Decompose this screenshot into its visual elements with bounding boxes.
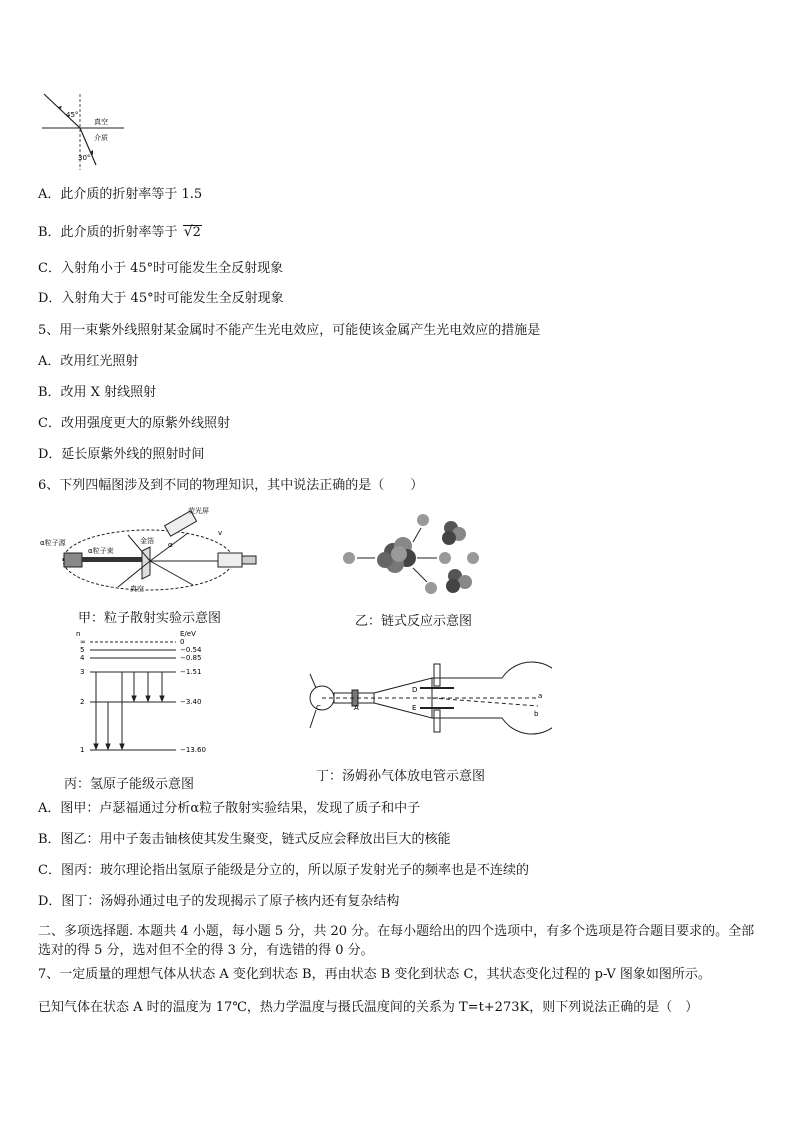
microscope-body <box>218 553 242 567</box>
q5-option-d: D．延长原紫外线的照射时间 <box>38 447 205 462</box>
level-n-2: 2 <box>80 698 85 706</box>
refraction-diagram <box>38 90 128 170</box>
q7-line-2: 已知气体在状态 A 时的温度为 17℃，热力学温度与摄氏温度间的关系为 T=t+273K，则下列说法正确的是（ ） <box>38 1000 699 1015</box>
angle-top-label: 45° <box>66 111 79 119</box>
figure-ding <box>302 654 552 746</box>
q6-option-d: D．图丁：汤姆孙通过电子的发现揭示了原子核内还有复杂结构 <box>38 894 400 909</box>
neutron-out-2 <box>439 552 451 564</box>
level-n-4: 4 <box>80 654 85 662</box>
refraction-figure <box>38 90 128 170</box>
figure-bing <box>76 628 226 758</box>
q6-stem: 6、下列四幅图涉及到不同的物理知识，其中说法正确的是（ ） <box>38 478 424 493</box>
label-c: C <box>316 704 321 712</box>
q5-option-b: B．改用 X 射线照射 <box>38 385 157 400</box>
level-e-inf: 0 <box>180 638 185 646</box>
plate-d-stem <box>434 664 440 686</box>
alpha-beam <box>82 557 144 562</box>
q4-option-d: D．入射角大于 45°时可能发生全反射现象 <box>38 291 284 306</box>
source-box <box>64 553 82 567</box>
level-5 <box>80 646 202 654</box>
sqrt-value: √2 <box>183 224 201 240</box>
q6-option-a: A．图甲：卢瑟福通过分析α粒子散射实验结果，发现了质子和中子 <box>38 801 421 816</box>
axis-n-label: n <box>76 630 81 638</box>
level-e-5: −0.54 <box>180 646 202 654</box>
label-screen: 荧光屏 <box>188 507 209 515</box>
label-v: v <box>218 529 223 537</box>
fragment-1 <box>442 521 466 545</box>
q5-stem: 5、用一束紫外线照射某金属时不能产生光电效应，可能使该金属产生光电效应的措施是 <box>38 323 541 338</box>
level-e-2: −3.40 <box>180 698 202 706</box>
level-1 <box>80 746 206 754</box>
neutron-out-4 <box>467 552 479 564</box>
plate-e-stem <box>434 710 440 732</box>
label-e: E <box>412 704 417 712</box>
label-vacuum: 真空 <box>130 585 144 593</box>
level-n-inf: ∞ <box>80 638 86 646</box>
level-n-5: 5 <box>80 646 85 654</box>
neutron-out-3 <box>425 582 437 594</box>
level-e-3: −1.51 <box>180 668 202 676</box>
level-inf <box>80 638 184 646</box>
level-e-4: −0.85 <box>180 654 202 662</box>
q6-option-c: C．图丙：玻尔理论指出氢原子能级是分立的，所以原子发射光子的频率也是不连续的 <box>38 863 529 878</box>
q4-option-b: B．此介质的折射率等于 √2 <box>38 224 201 240</box>
medium-bottom-label: 介质 <box>94 134 108 142</box>
label-foil: 金箔 <box>140 537 154 545</box>
label-beam: α粒子束 <box>88 547 114 555</box>
section-2-intro: 二、多项选择题. 本题共 4 小题，每小题 5 分，共 20 分。在每小题给出的四个选项中，有多个选项是符合题目要求的。全部选对的得 5 分，选对但不全的得 3 分，有选错的得 0 分。 <box>38 924 755 958</box>
beam-deflected <box>432 698 538 706</box>
label-d: D <box>412 686 418 694</box>
label-b: b <box>534 710 539 718</box>
microscope-eyepiece <box>242 556 256 564</box>
label-source: α粒子源 <box>40 539 66 547</box>
level-n-3: 3 <box>80 668 85 676</box>
axis-e-label: E/eV <box>180 630 196 638</box>
level-2 <box>80 698 201 706</box>
figure-yi <box>335 502 485 602</box>
q6-option-b: B．图乙：用中子轰击铀核使其发生聚变，链式反应会释放出巨大的核能 <box>38 832 451 847</box>
level-n-1: 1 <box>80 746 85 754</box>
angle-bottom-label: 30° <box>78 154 91 162</box>
caption-jia: 甲：粒子散射实验示意图 <box>78 611 222 626</box>
q7-line-1: 7、一定质量的理想气体从状态 A 变化到状态 B，再由状态 B 变化到状态 C，其状态变化过程的 p-V 图象如图所示。 <box>38 967 711 982</box>
caption-bing: 丙：氢原子能级示意图 <box>64 777 195 792</box>
caption-yi: 乙：链式反应示意图 <box>355 614 473 629</box>
figure-jia <box>38 505 268 605</box>
q5-option-c: C．改用强度更大的原紫外线照射 <box>38 416 230 431</box>
q4-option-c: C．入射角小于 45°时可能发生全反射现象 <box>38 261 284 276</box>
label-alpha: α <box>168 541 173 549</box>
q4-option-a: A．此介质的折射率等于 1.5 <box>38 187 203 202</box>
q5-option-a: A．改用红光照射 <box>38 354 139 369</box>
caption-ding: 丁：汤姆孙气体放电管示意图 <box>316 769 486 784</box>
level-3 <box>80 668 201 676</box>
gold-foil <box>142 547 150 579</box>
label-a2: a <box>538 692 543 700</box>
medium-top-label: 真空 <box>94 118 108 126</box>
uranium-nucleus <box>377 537 416 573</box>
fragment-2 <box>446 569 472 593</box>
transition-arrows <box>94 672 164 749</box>
neutron-in <box>343 552 355 564</box>
deflect-ray-2 <box>150 561 193 585</box>
label-a: A <box>354 704 359 712</box>
level-e-1: −13.60 <box>180 746 206 754</box>
level-4 <box>80 654 201 662</box>
neutron-out-1 <box>417 514 429 526</box>
